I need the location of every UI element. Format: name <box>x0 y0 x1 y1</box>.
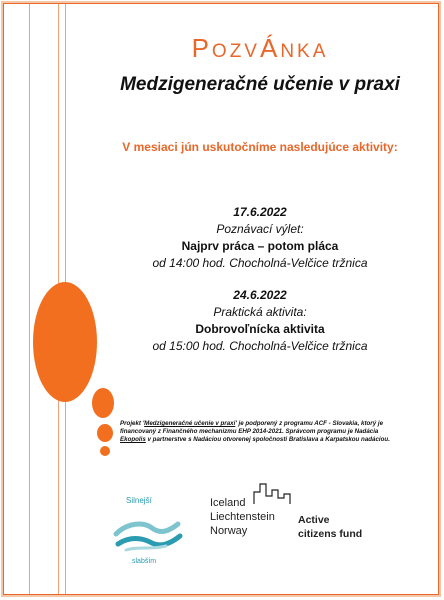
decor-circle-large <box>33 282 97 402</box>
event-place: od 14:00 hod. Chocholná-Velčice tržnica <box>152 256 368 270</box>
funding-footnote: Projekt 'Medzigeneračné učenie v praxi' je podporený z programu ACF - Slovakia, ktorý je financovaný z Finančného mechanizmu EHP 2014-2021. Správcom programu je Nadácia Ekopolis v partnerstve s Nadáciou otvorenej spoločnosti Bratislava a Karpatskou nadáciou. <box>120 420 390 443</box>
decor-circle <box>92 388 114 418</box>
decor-circle <box>97 424 113 442</box>
eea-grants-logo: Iceland Liechtenstein Norway <box>210 497 275 537</box>
event-2 <box>100 287 420 355</box>
intro-text: V mesiaci jún uskutočníme nasledujúce aktivity: <box>122 140 398 154</box>
decor-line <box>29 4 30 594</box>
event-date: 24.6.2022 <box>233 288 287 302</box>
event-kind: Poznávací výlet: <box>216 222 304 236</box>
event-1 <box>100 204 420 272</box>
event-kind: Praktická aktivita: <box>213 305 307 319</box>
event-name: Najprv práca – potom pláca <box>181 239 339 253</box>
page-title: POZVÁNKA <box>191 33 329 63</box>
silnejsi-slabsim-logo: Silnejší slabším <box>108 492 188 572</box>
event-date: 17.6.2022 <box>233 205 287 219</box>
decor-circle <box>100 446 110 456</box>
active-citizens-fund-logo: Active citizens fund <box>298 514 363 540</box>
subtitle: Medzigeneračné učenie v praxi <box>120 74 400 95</box>
event-name: Dobrovoľnícka aktivita <box>195 322 325 336</box>
event-place: od 15:00 hod. Chocholná-Velčice tržnica <box>152 339 368 353</box>
